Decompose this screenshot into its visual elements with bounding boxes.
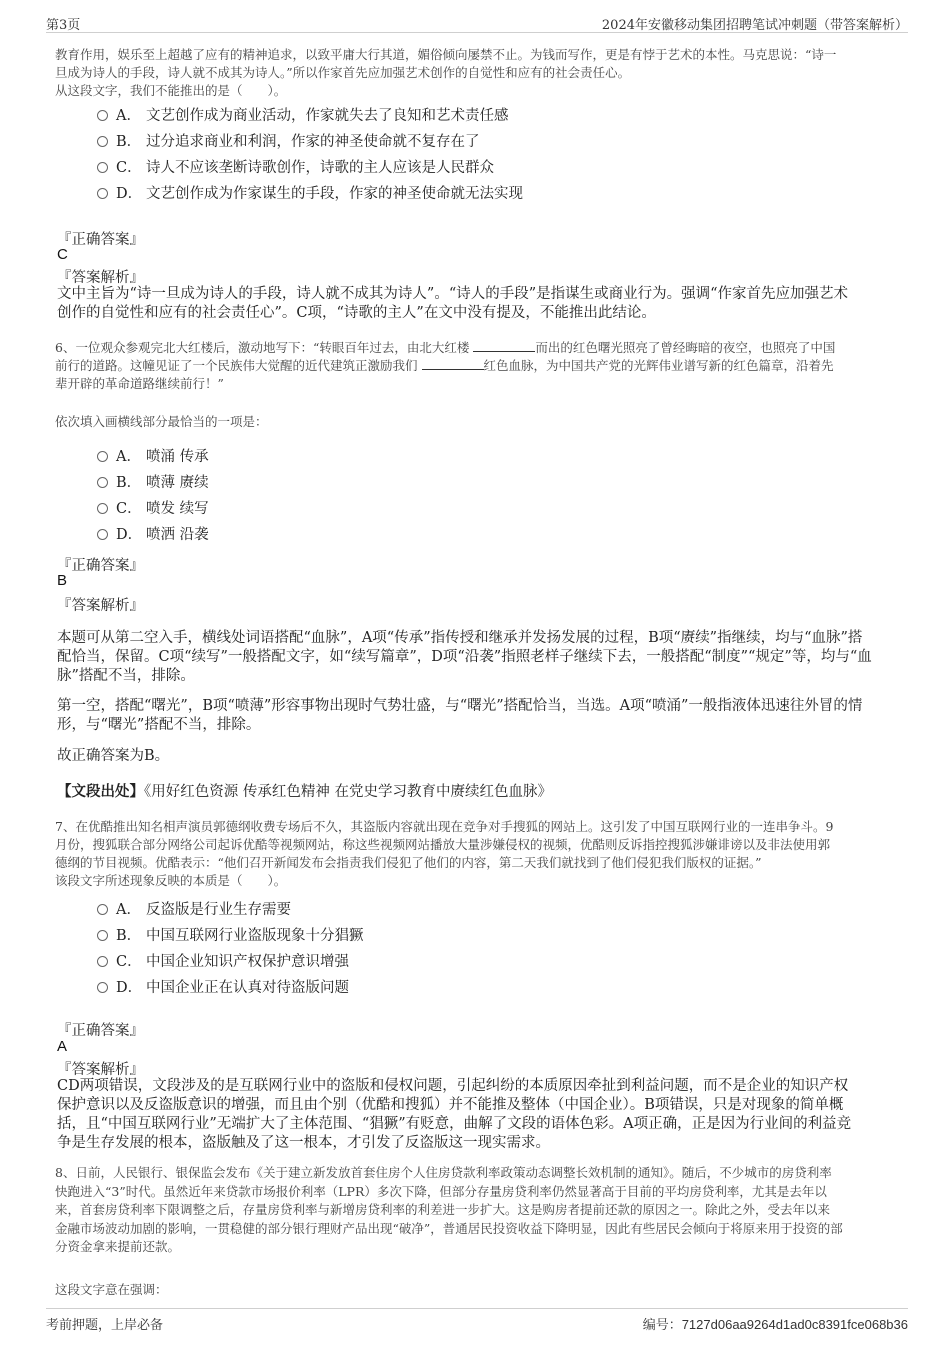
radio-icon[interactable] <box>97 503 108 514</box>
q6-passage-line3: 辈开辟的革命道路继续前行！” <box>55 376 224 391</box>
q7-option-a[interactable]: A． 反盗版是行业生存需要 <box>97 899 291 921</box>
q6-source-label: 【文段出处】 <box>57 783 144 800</box>
document-title: 2024年安徽移动集团招聘笔试冲刺题（带答案解析） <box>601 18 908 33</box>
q6-analysis-para2: 第一空，搭配“曙光”，B项“喷薄”形容事物出现时气势壮盛，与“曙光”搭配恰当，当选。A项“喷涌”一般指液体迅速往外冒的情 形，与“曙光”搭配不当，排除。 <box>57 698 863 733</box>
q6-answer-label: 『正确答案』 <box>57 558 144 574</box>
radio-icon[interactable] <box>97 529 108 540</box>
q5-answer: C <box>57 246 68 263</box>
q7-passage: 7、在优酷推出知名相声演员郭德纲收费专场后不久，其盗版内容就出现在竞争对手搜狐的网站上。这引发了中国互联网行业的一连串争斗。9 月份，搜狐联合部分网络公司起诉优酷等视频网站，称这些视频网站播放大量涉嫌侵权的视频，优酷则反诉指控搜狐涉嫌诽谤以及非法使用郭 德纲的节目视频。优酷表示：“他们召开新闻发布会指责我们侵犯了他们的内容，第二天我们就找到了他们侵犯我们版权的证据。” 该段文字所述现象反映的本质是（ ）。 <box>55 819 834 888</box>
q5-passage-line: 旦成为诗人的手段，诗人就不成其为诗人。”所以作家首先应加强艺术创作的自觉性和应有的社会责任心。 <box>55 65 631 80</box>
page-number: 第3页 <box>46 18 81 33</box>
q6-passage-line1: 6、一位观众参观完北大红楼后，激动地写下：“转眼百年过去，由北大红楼 而出的红色曙光照亮了曾经晦暗的夜空，也照亮了中国 <box>55 340 836 355</box>
q6-option-b[interactable]: B． 喷薄 赓续 <box>97 472 209 494</box>
q6-passage-line2: 前行的道路。这幢见证了一个民族伟大觉醒的近代建筑正激励我们 红色血脉，为中国共产党的光辉伟业谱写新的红色篇章，沿着先 <box>55 358 834 373</box>
q5-analysis <box>57 285 917 323</box>
q6-analysis-para3: 故正确答案为B。 <box>57 748 170 764</box>
q6-analysis-para1: 本题可从第二空入手，横线处词语搭配“血脉”，A项“传承”指传授和继承并发扬发展的过程，B项“赓续”指继续，均与“血脉”搭 配恰当，保留。C项“续写”一般搭配文字，如“续写篇章”，D项“沿袭”指照老样子继续下去，一般搭配“制度”“规定”等，均与“血 脉”搭配不当，排除。 <box>57 630 872 684</box>
q7-option-b[interactable]: B． 中国互联网行业盗版现象十分猖獗 <box>97 925 364 947</box>
q6-passage <box>55 339 915 393</box>
q6-prompt: 依次填入画横线部分最恰当的一项是： <box>55 414 268 429</box>
q5-analysis-line: 文中主旨为“诗一旦成为诗人的手段，诗人就不成其为诗人”。“诗人的手段”是指谋生或商业行为。强调“作家首先应加强艺术 <box>57 286 849 302</box>
q7-analysis-label: 『答案解析』 <box>57 1062 144 1078</box>
radio-icon[interactable] <box>97 930 108 941</box>
q5-answer-label: 『正确答案』 <box>57 232 144 248</box>
q6-source-text: 《用好红色资源 传承红色精神 在党史学习教育中赓续红色血脉》 <box>144 784 552 800</box>
radio-icon[interactable] <box>97 477 108 488</box>
q5-passage-line: 教育作用，娱乐至上超越了应有的精神追求，以致平庸大行其道，媚俗倾向屡禁不止。为钱而写作，更是有悖于艺术的本性。马克思说：“诗一 <box>55 47 837 62</box>
q6-option-c[interactable]: C． 喷发 续写 <box>97 498 209 520</box>
q7-answer: A <box>57 1038 68 1055</box>
q8-prompt: 这段文字意在强调： <box>55 1282 168 1297</box>
q7-option-c[interactable]: C． 中国企业知识产权保护意识增强 <box>97 951 349 973</box>
q5-passage <box>55 46 915 100</box>
q5-option-c[interactable]: C． 诗人不应该垄断诗歌创作，诗歌的主人应该是人民群众 <box>97 157 494 179</box>
document-code: 编号：7127d06aa9264d1ad0c8391fce068b36 <box>642 1317 908 1332</box>
radio-icon[interactable] <box>97 956 108 967</box>
q6-analysis-label: 『答案解析』 <box>57 598 144 614</box>
radio-icon[interactable] <box>97 982 108 993</box>
fill-blank <box>422 357 484 370</box>
q5-option-a[interactable]: A． 文艺创作成为商业活动，作家就失去了良知和艺术责任感 <box>97 105 509 127</box>
q6-option-a[interactable]: A． 喷涌 传承 <box>97 446 209 468</box>
radio-icon[interactable] <box>97 188 108 199</box>
footer-slogan: 考前押题，上岸必备 <box>46 1318 164 1333</box>
radio-icon[interactable] <box>97 136 108 147</box>
q7-analysis: CD两项错误，文段涉及的是互联网行业中的盗版和侵权问题，引起纠纷的本质原因牵扯到利益问题，而不是企业的知识产权 保护意识以及反盗版意识的增强，而且由个别（优酷和搜狐）并不能推及整体（中国企业）。B项错误，只是对现象的简单概 括，且“中国互联网行业”无端扩大了主体范围、“猖獗”有贬意，曲解了文段的语体色彩。A项正确，正是因为行业间的利益竞 争是生存发展的根本，盗版触及了这一根本，才引发了反盗版这一现实需求。 <box>57 1078 852 1151</box>
q5-analysis-line: 创作的自觉性和应有的社会责任心”。C项，“诗歌的主人”在文中没有提及，不能推出此结论。 <box>57 305 656 321</box>
q5-analysis-label: 『答案解析』 <box>57 270 144 286</box>
q6-source <box>57 782 552 802</box>
q6-answer: B <box>57 572 68 589</box>
radio-icon[interactable] <box>97 904 108 915</box>
q8-passage: 8、日前，人民银行、银保监会发布《关于建立新发放首套住房个人住房贷款利率政策动态调整长效机制的通知》。随后，不少城市的房贷利率 快跑进入“3”时代。虽然近年来贷款市场报价利率（LPR）多次下降，但部分存量房贷利率仍然显著高于目前的平均房贷利率，尤其是去年以 来，首套房贷利率下限调整之后，存量房贷利率与新增房贷利率的利差进一步扩大。这是购房者提前还款的原因之一。除此之外，受去年以来 金融市场波动加剧的影响，一贯稳健的部分银行理财产品出现“破净”，普通居民投资收益下降明显，因此有些居民会倾向于将原来用于投资的部 分资金拿来提前还款。 <box>55 1165 843 1254</box>
q5-option-b[interactable]: B． 过分追求商业和利润，作家的神圣使命就不复存在了 <box>97 131 480 153</box>
q6-option-d[interactable]: D． 喷洒 沿袭 <box>97 524 209 546</box>
q7-option-d[interactable]: D． 中国企业正在认真对待盗版问题 <box>97 977 349 999</box>
fill-blank <box>473 339 535 352</box>
page-footer <box>46 1308 908 1333</box>
q5-passage-line: 从这段文字，我们不能推出的是（ ）。 <box>55 83 287 98</box>
page-header <box>46 10 908 33</box>
radio-icon[interactable] <box>97 451 108 462</box>
radio-icon[interactable] <box>97 162 108 173</box>
q7-answer-label: 『正确答案』 <box>57 1023 144 1039</box>
radio-icon[interactable] <box>97 110 108 121</box>
q5-option-d[interactable]: D． 文艺创作成为作家谋生的手段，作家的神圣使命就无法实现 <box>97 183 523 205</box>
